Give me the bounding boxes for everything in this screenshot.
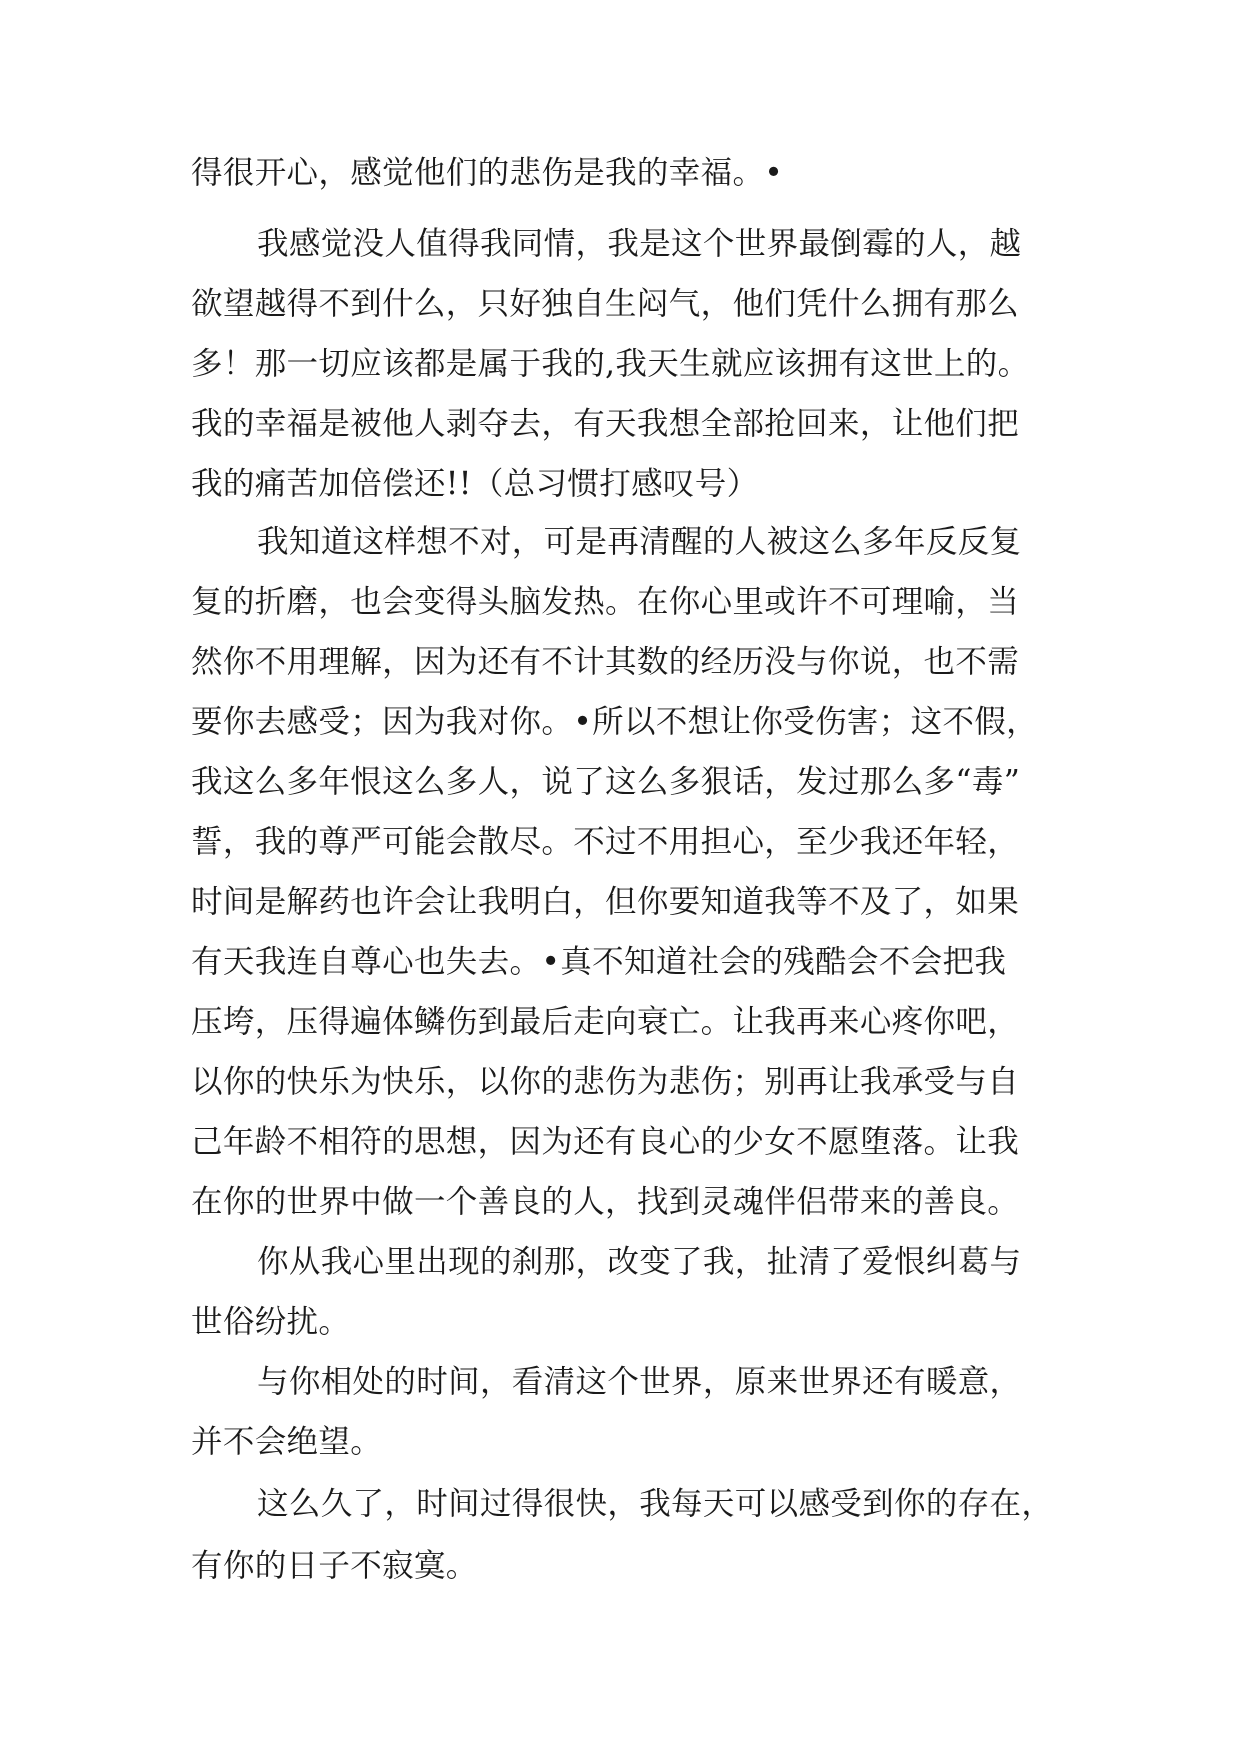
text-line: 我感觉没人值得我同情，我是这个世界最倒霉的人，越 xyxy=(257,226,1022,262)
text-line: 我这么多年恨这么多人，说了这么多狠话，发过那么多“毒” xyxy=(191,764,1021,800)
text-line: 然你不用理解，因为还有不计其数的经历没与你说，也不需 xyxy=(191,644,1020,680)
text-line: 时间是解药也许会让我明白，但你要知道我等不及了，如果 xyxy=(191,884,1020,920)
text-line: 有你的日子不寂寞。 xyxy=(191,1548,478,1584)
text-line: 我知道这样想不对，可是再清醒的人被这么多年反反复 xyxy=(257,524,1022,560)
text-line: 与你相处的时间，看清这个世界，原来世界还有暖意， xyxy=(257,1364,1022,1400)
text-line: 这么久了，时间过得很快，我每天可以感受到你的存在， xyxy=(257,1486,1054,1522)
text-line: 己年龄不相符的思想，因为还有良心的少女不愿堕落。让我 xyxy=(191,1124,1020,1160)
text-line: 得很开心，感觉他们的悲伤是我的幸福。• xyxy=(191,155,784,191)
text-line: 誓，我的尊严可能会散尽。不过不用担心，至少我还年轻， xyxy=(191,824,1020,860)
text-line: 要你去感受；因为我对你。•所以不想让你受伤害；这不假， xyxy=(191,704,1039,740)
text-line: 我的痛苦加倍偿还!!（总习惯打感叹号） xyxy=(191,466,759,502)
text-line: 世俗纷扰。 xyxy=(191,1304,351,1340)
text-line: 你从我心里出现的刹那，改变了我，扯清了爱恨纠葛与 xyxy=(257,1244,1022,1280)
text-line: 在你的世界中做一个善良的人，找到灵魂伴侣带来的善良。 xyxy=(191,1184,1020,1220)
text-line: 多！那一切应该都是属于我的,我天生就应该拥有这世上的。 xyxy=(191,346,1030,382)
text-line: 欲望越得不到什么，只好独自生闷气，他们凭什么拥有那么 xyxy=(191,286,1020,322)
text-line: 我的幸福是被他人剥夺去，有天我想全部抢回来，让他们把 xyxy=(191,406,1020,442)
text-line: 复的折磨，也会变得头脑发热。在你心里或许不可理喻，当 xyxy=(191,584,1020,620)
text-line: 有天我连自尊心也失去。•真不知道社会的残酷会不会把我 xyxy=(191,944,1007,980)
text-line: 以你的快乐为快乐，以你的悲伤为悲伤；别再让我承受与自 xyxy=(191,1064,1020,1100)
text-line: 并不会绝望。 xyxy=(191,1424,383,1460)
text-line: 压垮，压得遍体鳞伤到最后走向衰亡。让我再来心疼你吧， xyxy=(191,1004,1020,1040)
